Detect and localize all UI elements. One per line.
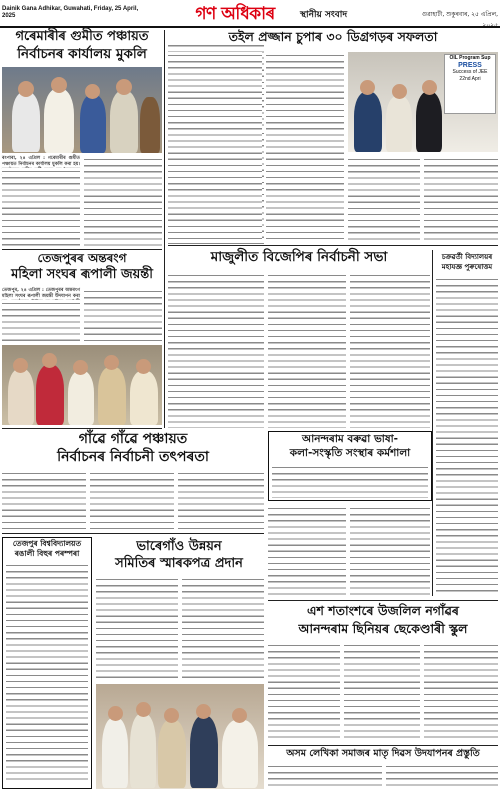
masthead-meta: Dainik Gana Adhikar, Guwahati, Friday, 25 April, 2025 [2, 6, 139, 19]
text-oil-col5 [424, 156, 498, 242]
headline-gaon-1: গাঁৱে গাঁৱে পঞ্চায়ত [78, 431, 188, 447]
headline-school-1: এশ শতাংশৰে উজলিল নগাঁৱৰ [307, 603, 459, 618]
divider [2, 249, 162, 250]
text-gaurav-col1 [2, 168, 80, 246]
headline-school-2: আনন্দৰাম ছিনিয়ৰ ছেকেণ্ডাৰী স্কুল [298, 621, 468, 636]
divider [268, 600, 498, 601]
body-gaurav: ৰংপাৰা, ২৪ এপ্ৰিল : গৰেমাৰীৰ গুমীত পঞ্চায়ত নিৰ্বাচনৰ কাৰ্যালয় মুকলি কৰা হয়। [2, 156, 80, 168]
text-school-col2 [344, 642, 420, 742]
text-majuli-col1 [168, 272, 264, 428]
headline-oil: তইল প্ৰজ্জান চুপাৰ ৩০ ডিগ্ৰগড়ৰ সফলতা [168, 30, 498, 44]
body-tezpur: তেজপুৰ, ২৪ এপ্ৰিল : তেজপুৰৰ অন্তৰংগ মহিলা সংঘৰ ৰূপালী জয়ন্তী উদযাপন কৰা [2, 288, 80, 300]
text-writer-col1 [268, 763, 382, 789]
newspaper-logo: গণ অধিকাৰ [195, 4, 275, 24]
text-oil-col2 [168, 52, 262, 242]
divider [268, 745, 498, 746]
text-anandaram [272, 464, 428, 498]
press-banner: OIL Program Sup PRESS Success of JEE 22nd Apri [444, 54, 496, 114]
text-school-col1 [268, 642, 340, 742]
divider [2, 533, 264, 534]
headline-majuli: মাজুলীত বিজেপিৰ নিৰ্বাচনী সভা [210, 249, 388, 265]
photo-oil [348, 52, 498, 152]
masthead [0, 0, 500, 28]
text-majuli-col3 [350, 272, 430, 428]
column-rule [164, 30, 165, 428]
text-oil-col4 [348, 156, 420, 242]
headline-chakravarty-2: মহাযজ্ঞ পুৰুষোত্তম [441, 263, 493, 271]
divider [168, 245, 498, 246]
text-majuli-col5 [350, 505, 430, 597]
headline-gaurav-1: গৰেমাৰীৰ গুমীত পঞ্চায়ত [15, 29, 149, 44]
text-oil-col3 [266, 52, 344, 242]
issue-date: গুৱাহাটী, শুকুৰবাৰ, ২৫ এপ্ৰিল, ২০২৫ [421, 11, 498, 29]
divider [2, 428, 162, 429]
text-tezpur-col2 [84, 288, 162, 342]
masthead-title [175, 1, 295, 29]
text-gaurav-col2 [84, 156, 162, 246]
headline-univ-1: তেজপুৰ বিশ্ববিদ্যালয়ত [12, 539, 82, 548]
headline-gaurav-2: নিৰ্বাচনৰ কাৰ্যালয় মুকলি [17, 46, 147, 62]
headline-writer: অসম লেখিকা সমাজৰ মাতৃ দিৱস উদযাপনৰ প্ৰস্তুতি [286, 748, 480, 759]
text-univ [6, 562, 88, 784]
text-majuli-col2 [268, 272, 346, 428]
headline-univ-2: ৰঙালী বিহুৰ পৰম্পৰা [14, 549, 80, 558]
text-bharegaon-col2 [182, 576, 264, 680]
text-gaon-col3 [178, 470, 264, 530]
headline-gaon-2: নিৰ্বাচনৰ নিৰ্বাচনী তৎপৰতা [57, 449, 209, 465]
photo-bharegaon [96, 684, 264, 789]
headline-tezpur-1: তেজপুৰৰ অন্তৰংগ [37, 251, 127, 265]
text-gaon-col1 [2, 470, 86, 530]
headline-anandaram-1: আনন্দৰাম বৰুৱা ভাষা- [301, 433, 399, 445]
column-rule [432, 250, 433, 596]
text-majuli-col4 [268, 505, 346, 597]
text-school-col3 [424, 642, 498, 742]
text-chakravarty [436, 276, 498, 596]
headline-bharegaon-1: ভাৰেগাঁও উন্নয়ন [136, 539, 222, 554]
headline-anandaram-2: কলা-সংস্কৃতি সংস্থাৰ কৰ্মশালা [289, 447, 411, 459]
photo-gaurav [2, 67, 162, 153]
headline-tezpur-2: মহিলা সংঘৰ ৰূপালী জয়ন্তী [11, 267, 153, 282]
headline-bharegaon-2: সমিতিৰ স্মাৰকপত্ৰ প্ৰদান [115, 556, 243, 571]
text-bharegaon-col1 [96, 576, 178, 680]
text-tezpur-col1 [2, 300, 80, 342]
text-writer-col2 [386, 763, 498, 789]
headline-chakravarty-1: চক্ৰৱৰ্তী বিদ্যালয়ৰ [441, 253, 493, 261]
photo-tezpur [2, 345, 162, 425]
section-name: স্থানীয় সংবাদ [300, 10, 348, 20]
text-gaon-col2 [90, 470, 174, 530]
